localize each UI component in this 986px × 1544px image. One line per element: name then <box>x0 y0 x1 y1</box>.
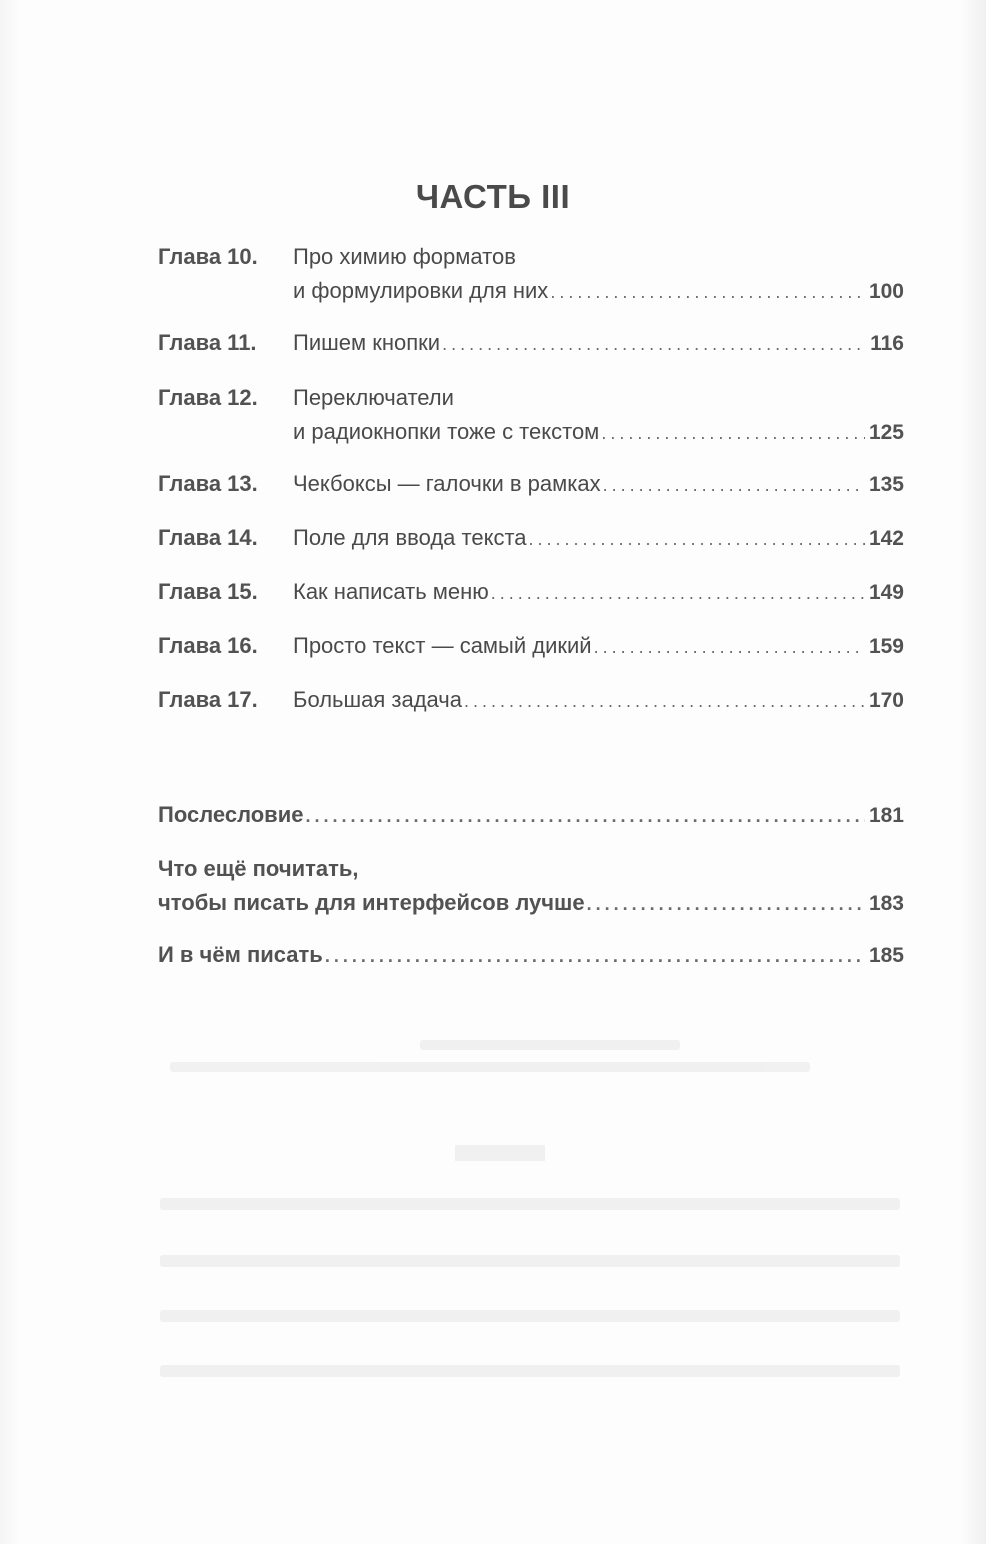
chapter-title-line: Переключатели <box>293 385 454 410</box>
toc-entry-chapter-12[interactable] <box>158 381 904 449</box>
page-number: 100 <box>868 280 904 303</box>
toc-entry-further-reading[interactable] <box>158 852 904 920</box>
page-number: 185 <box>868 944 904 967</box>
page-number: 149 <box>868 581 904 604</box>
chapter-label: Глава 17. <box>158 687 258 712</box>
dot-leader <box>491 576 865 610</box>
chapter-label: Глава 15. <box>158 579 258 604</box>
dot-leader <box>587 887 865 921</box>
chapter-title-line: и радиокнопки тоже с текстом <box>293 419 600 444</box>
chapter-label: Глава 11. <box>158 330 257 355</box>
chapter-title-line: и формулировки для них <box>293 278 549 303</box>
dot-leader <box>305 799 864 833</box>
chapter-title-line: Поле для ввода текста <box>293 525 527 550</box>
toc-entry-chapter-10[interactable] <box>158 240 904 308</box>
dot-leader <box>464 684 865 718</box>
dot-leader <box>594 630 865 664</box>
entry-title-line: И в чём писать <box>158 942 323 967</box>
chapter-title-line: Чекбоксы — галочки в рамках <box>293 471 601 496</box>
page-number: 170 <box>868 689 904 712</box>
chapter-label: Глава 13. <box>158 471 258 496</box>
toc-entry-tools[interactable] <box>158 938 904 972</box>
part-title: ЧАСТЬ III <box>415 178 571 215</box>
page-number: 125 <box>868 421 904 444</box>
page-number: 116 <box>870 332 904 355</box>
dot-leader <box>601 416 865 450</box>
page-number: 135 <box>868 473 904 496</box>
page-number: 181 <box>868 804 904 827</box>
dot-leader <box>325 939 865 973</box>
page-number: 159 <box>868 635 904 658</box>
entry-title-line: чтобы писать для интерфейсов лучше <box>158 890 585 915</box>
entry-title-line: Послесловие <box>158 802 304 827</box>
page-number: 183 <box>868 892 904 915</box>
dot-leader <box>442 327 866 361</box>
toc-entry-afterword[interactable] <box>158 798 904 832</box>
chapter-title-line: Большая задача <box>293 687 463 712</box>
chapter-title-line: Про химию форматов <box>293 244 516 269</box>
paper-show-through <box>0 1040 986 1440</box>
dot-leader <box>603 468 865 502</box>
dot-leader <box>529 522 865 556</box>
entry-title-line: Что ещё почитать, <box>158 856 359 881</box>
chapter-label: Глава 12. <box>158 385 258 410</box>
chapter-title-line: Пишем кнопки <box>293 330 441 355</box>
chapter-title-line: Просто текст — самый дикий <box>293 633 592 658</box>
dot-leader <box>550 275 865 309</box>
chapter-title-line: Как написать меню <box>293 579 489 604</box>
chapter-label: Глава 14. <box>158 525 258 550</box>
chapter-label: Глава 10. <box>158 244 258 269</box>
chapter-label: Глава 16. <box>158 633 258 658</box>
page-number: 142 <box>868 527 904 550</box>
